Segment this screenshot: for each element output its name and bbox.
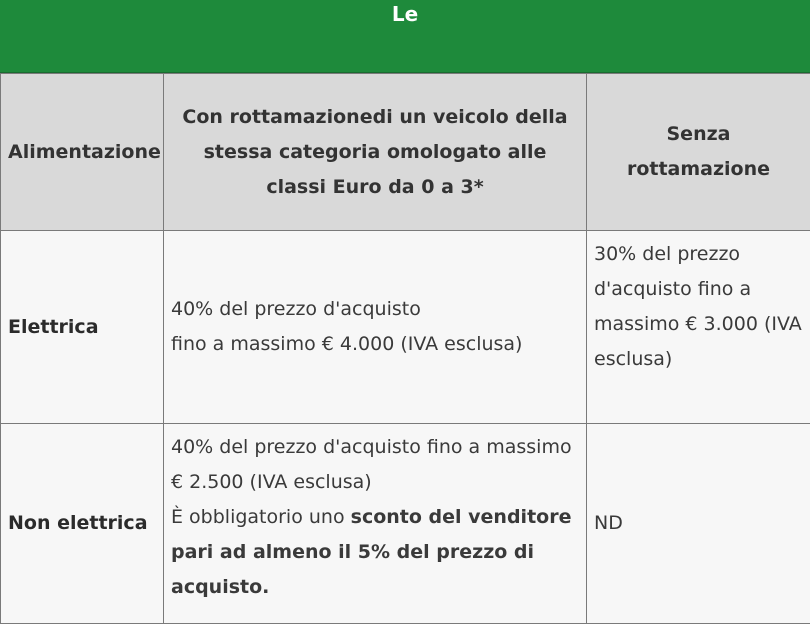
cell-line-bold: sconto del venditore pari ad almeno il 5% del prezzo di acquisto. (171, 506, 571, 598)
row-label-elettrica: Elettrica (1, 231, 164, 424)
row-label-non-elettrica: Non elettrica (1, 424, 164, 624)
table-row (1, 231, 810, 424)
cell-line: fino a massimo € 4.000 (IVA esclusa) (171, 327, 579, 362)
header-con-rottamazione: Con rottamazionedi un veicolo della stessa categoria omologato alle classi Euro da 0 a 3* (164, 74, 587, 231)
cell-non-elettrica-con-rottamazione (164, 424, 587, 624)
banner-title: Le (0, 2, 810, 26)
cell-line: 40% del prezzo d'acquisto fino a massimo € 2.500 (IVA esclusa) (171, 436, 572, 493)
table-header-row (1, 74, 810, 231)
cell-elettrica-con-rottamazione (164, 231, 587, 424)
cell-non-elettrica-senza-rottamazione: ND (587, 424, 810, 624)
table-row (1, 424, 810, 624)
cell-line-prefix: È obbligatorio uno (171, 506, 351, 528)
cell-line: 40% del prezzo d'acquisto (171, 292, 579, 327)
header-senza-rottamazione: Senza rottamazione (587, 74, 810, 231)
table-banner (0, 0, 810, 73)
header-alimentazione: Alimentazione (1, 74, 164, 231)
cell-elettrica-senza-rottamazione: 30% del prezzo d'acquisto fino a massimo € 3.000 (IVA esclusa) (587, 231, 810, 424)
incentives-table (0, 73, 810, 624)
